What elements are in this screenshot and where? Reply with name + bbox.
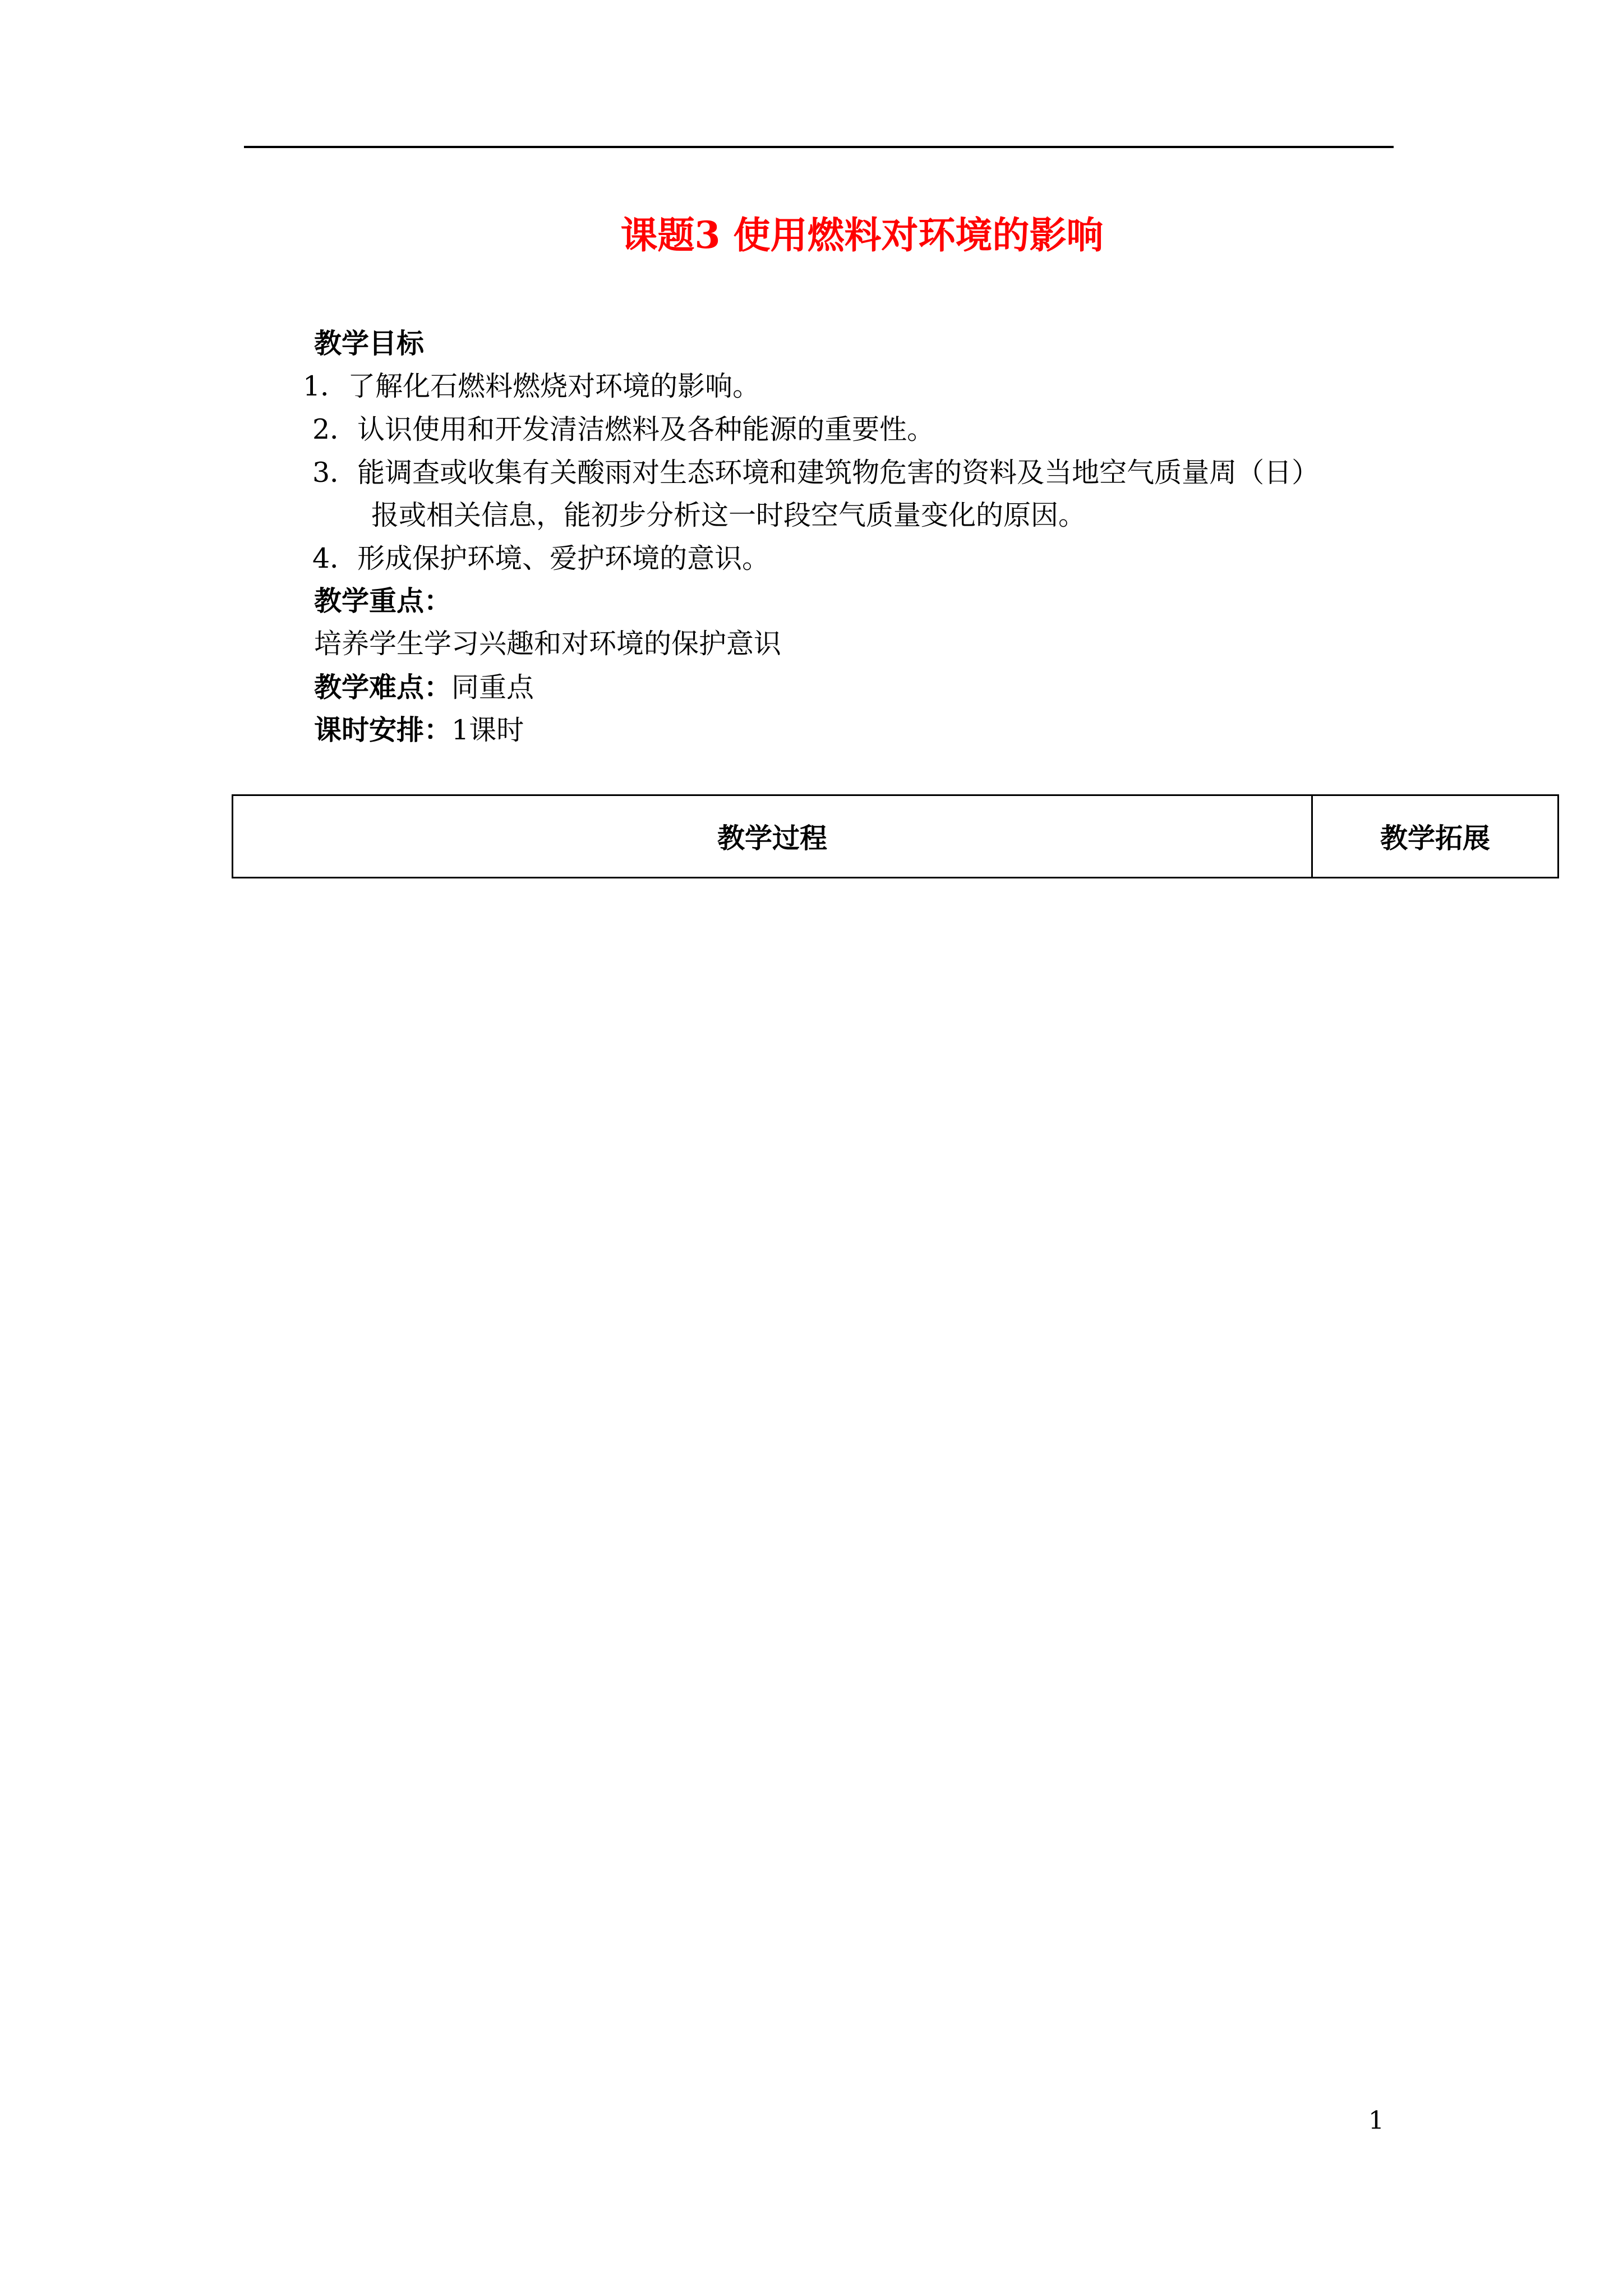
objective-item-4: 4．形成保护环境、爱护环境的意识。 — [312, 542, 770, 574]
schedule-text: 1课时 — [451, 714, 524, 746]
key-points-heading: 教学重点： — [314, 585, 452, 617]
difficulty-line — [314, 671, 534, 705]
objective-item-2: 2．认识使用和开发清洁燃料及各种能源的重要性。 — [312, 413, 935, 445]
key-points-text: 培养学生学习兴趣和对环境的保护意识 — [314, 628, 782, 660]
table-header-extension: 教学拓展 — [1380, 822, 1490, 854]
objective-item-3: 3．能调查或收集有关酸雨对生态环境和建筑物危害的资料及当地空气质量周（日） — [312, 457, 1320, 489]
schedule-label: 课时安排： — [314, 714, 452, 746]
page-number: 1 — [1368, 2106, 1384, 2135]
difficulty-text: 同重点 — [451, 671, 534, 703]
document-title: 课题3 使用燃料对环境的影响 — [620, 213, 1104, 257]
schedule-line — [314, 714, 524, 747]
objectives-heading: 教学目标 — [314, 327, 425, 360]
difficulty-label: 教学难点： — [314, 671, 452, 703]
header-rule — [244, 146, 1394, 148]
objective-item-3-continued: 报或相关信息，能初步分析这一时段空气质量变化的原因。 — [371, 499, 1086, 531]
objective-item-1: 1．了解化石燃料燃烧对环境的影响。 — [303, 370, 760, 402]
table-header-process: 教学过程 — [233, 796, 1313, 877]
lesson-table — [232, 794, 1559, 878]
